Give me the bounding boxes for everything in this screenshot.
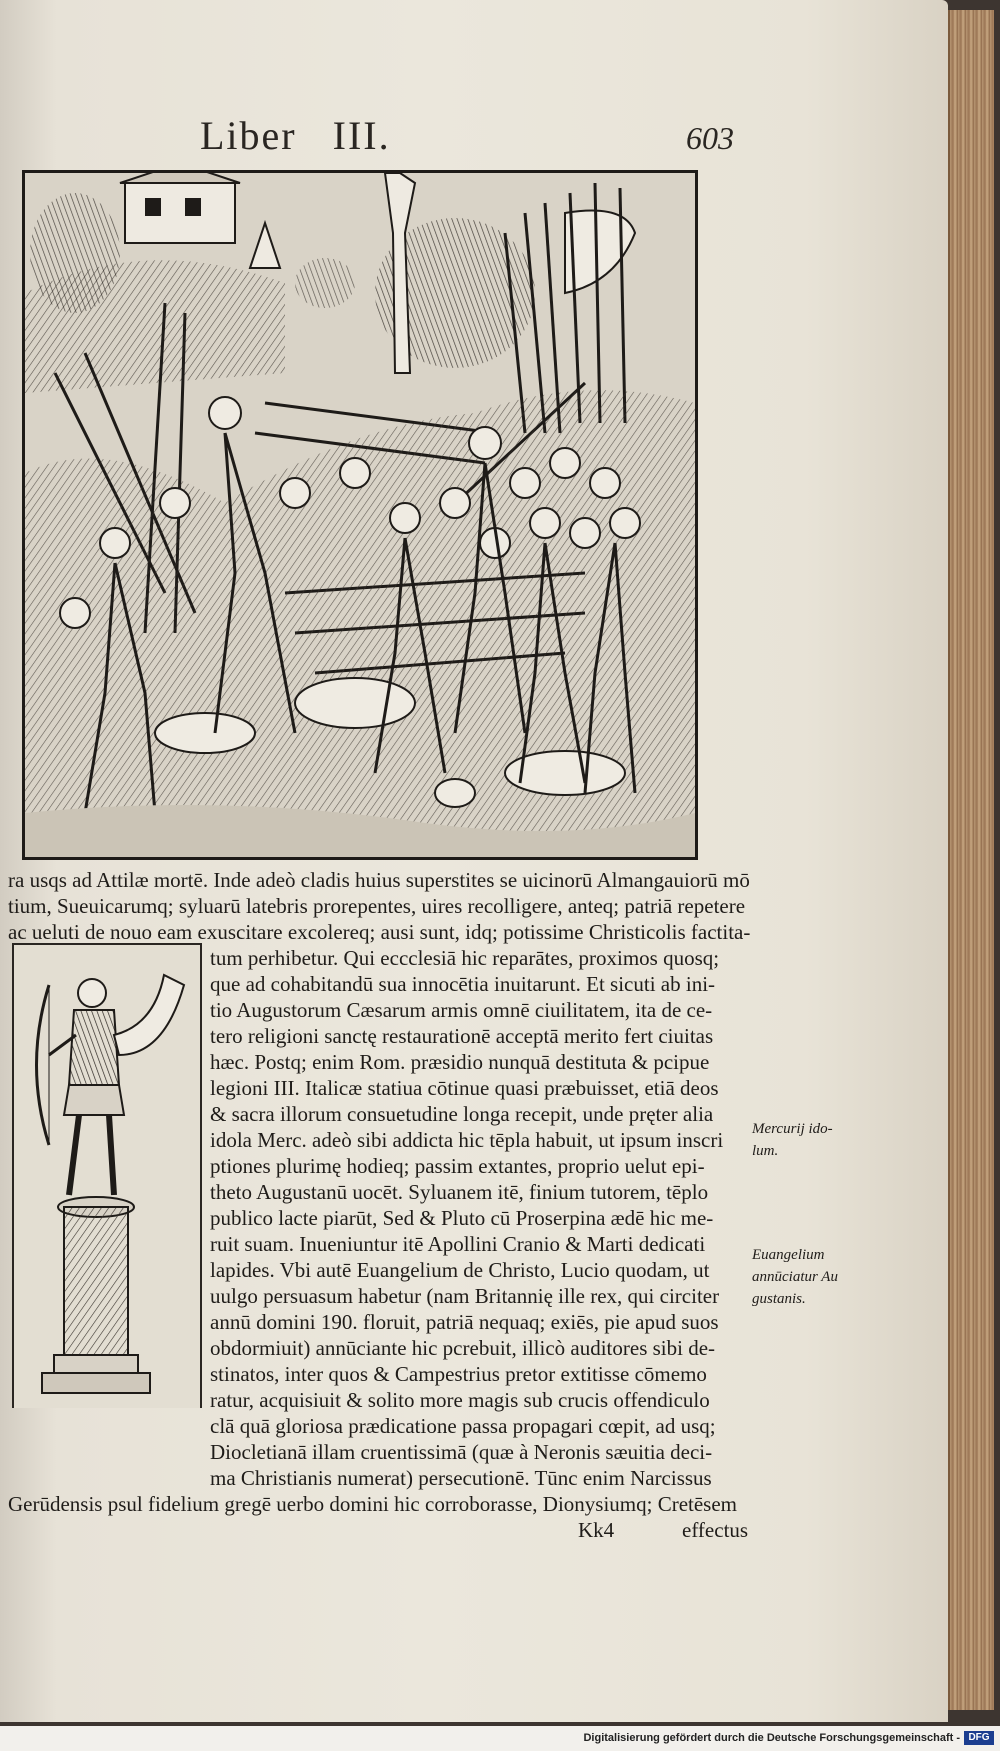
text-line: lapides. Vbi autē Euangelium de Christo, Lucio quodam, ut xyxy=(210,1258,710,1282)
text-line: ratur, acquisiuit & solito more magis sub crucis offendiculo xyxy=(210,1388,710,1412)
text-line: publico lacte piarūt, Sed & Pluto cū Proserpina ædē hic me- xyxy=(210,1206,714,1230)
text-line: tum perhibetur. Qui eccclesiā hic reparātes, proximos quosq; xyxy=(210,946,720,970)
text-line: ptiones plurimę hodieq; passim extantes, proprio uelut epi- xyxy=(210,1154,705,1178)
text-line: ma Christianis numerat) persecutionē. Tūnc enim Narcissus xyxy=(210,1466,712,1490)
text-line: Gerūdensis psul fidelium gregē uerbo domini hic corroborasse, Dionysiumq; Cretēsem xyxy=(8,1492,738,1516)
margin-note-line: lum. xyxy=(752,1143,779,1159)
running-head-liber: Liber xyxy=(200,113,297,158)
text-line: & sacra illorum consuetudine longa recepit, unde pręter alia xyxy=(210,1102,714,1126)
text-line: ra usqs ad Attilæ mortē. Inde adeò cladis huius superstites se uicinorū Almangauiorū mō xyxy=(8,868,750,892)
text-line: ac ueluti de nouo eam exuscitare excolereq; ausi sunt, idq; potissime Christicolis factita- xyxy=(8,920,751,944)
text-line: obdormiuit) annūciante hic pcrebuit, illicò auditores sibi de- xyxy=(210,1336,716,1360)
page-edges xyxy=(948,10,994,1710)
text-line: clā quā gloriosa prædicatione passa propagari cœpit, ad usq; xyxy=(210,1414,716,1438)
text-line: Diocletianā illam cruentissimā (quæ à Neronis sæuitia deci- xyxy=(210,1440,713,1464)
text-line: theto Augustanū uocēt. Syluanem itē, finium tutorem, tēplo xyxy=(210,1180,709,1204)
text-line: uulgo persuasum habetur (nam Britannię ille rex, qui circiter xyxy=(210,1284,720,1308)
running-head-numeral: III. xyxy=(332,113,391,158)
margin-note-line: Mercurij ido- xyxy=(752,1121,833,1137)
battle-woodcut-illustration xyxy=(22,170,698,860)
text-line: annū domini 190. floruit, patriā nequaq; exiēs, pie apud suos xyxy=(210,1310,719,1334)
signature-mark: Kk4 xyxy=(578,1518,615,1542)
margin-note-line: annūciatur Au xyxy=(752,1269,838,1285)
statue-on-column-illustration xyxy=(12,943,202,1408)
margin-note-line: Euangelium xyxy=(752,1247,825,1263)
text-line: ruit suam. Inueniuntur itē Apollini Cranio & Marti dedicati xyxy=(210,1232,706,1256)
text-line: tio Augustorum Cæsarum armis omnē ciuilitatem, ita de ce- xyxy=(210,998,713,1022)
text-line: hæc. Postq; enim Rom. præsidio nunquā destituta & pcipue xyxy=(210,1050,710,1074)
dfg-logo-icon: DFG xyxy=(964,1731,994,1745)
margin-note-line: gustanis. xyxy=(752,1291,806,1307)
margin-note-gospel xyxy=(752,1244,838,1310)
text-line: tium, Sueuicarumq; syluarū latebris prorepentes, uires recolligere, anteq; patriā repetere xyxy=(8,894,746,918)
statue-on-column-icon xyxy=(14,945,200,1408)
folio-number: 603 xyxy=(686,120,734,156)
battle-woodcut-icon xyxy=(25,173,695,857)
running-head xyxy=(200,112,427,159)
text-line: tero religioni sanctę restaurationē acceptā merito fert ciuitas xyxy=(210,1024,714,1048)
catchword: effectus xyxy=(682,1518,749,1542)
text-line: que ad cohabitandū sua innocētia inuitarunt. Et sicuti ab ini- xyxy=(210,972,716,996)
margin-note-mercury xyxy=(752,1118,833,1162)
text-line: stinatos, inter quos & Campestrius pretor extitisse cōmemo xyxy=(210,1362,707,1386)
text-line: idola Merc. adeò sibi addicta hic tēpla habuit, ut ipsum inscri xyxy=(210,1128,724,1152)
text-line: legioni III. Italicæ statiua cōtinue quasi præbuisset, etiā deos xyxy=(210,1076,719,1100)
funding-credit: Digitalisierung gefördert durch die Deutsche Forschungsgemeinschaft - xyxy=(583,1732,960,1744)
